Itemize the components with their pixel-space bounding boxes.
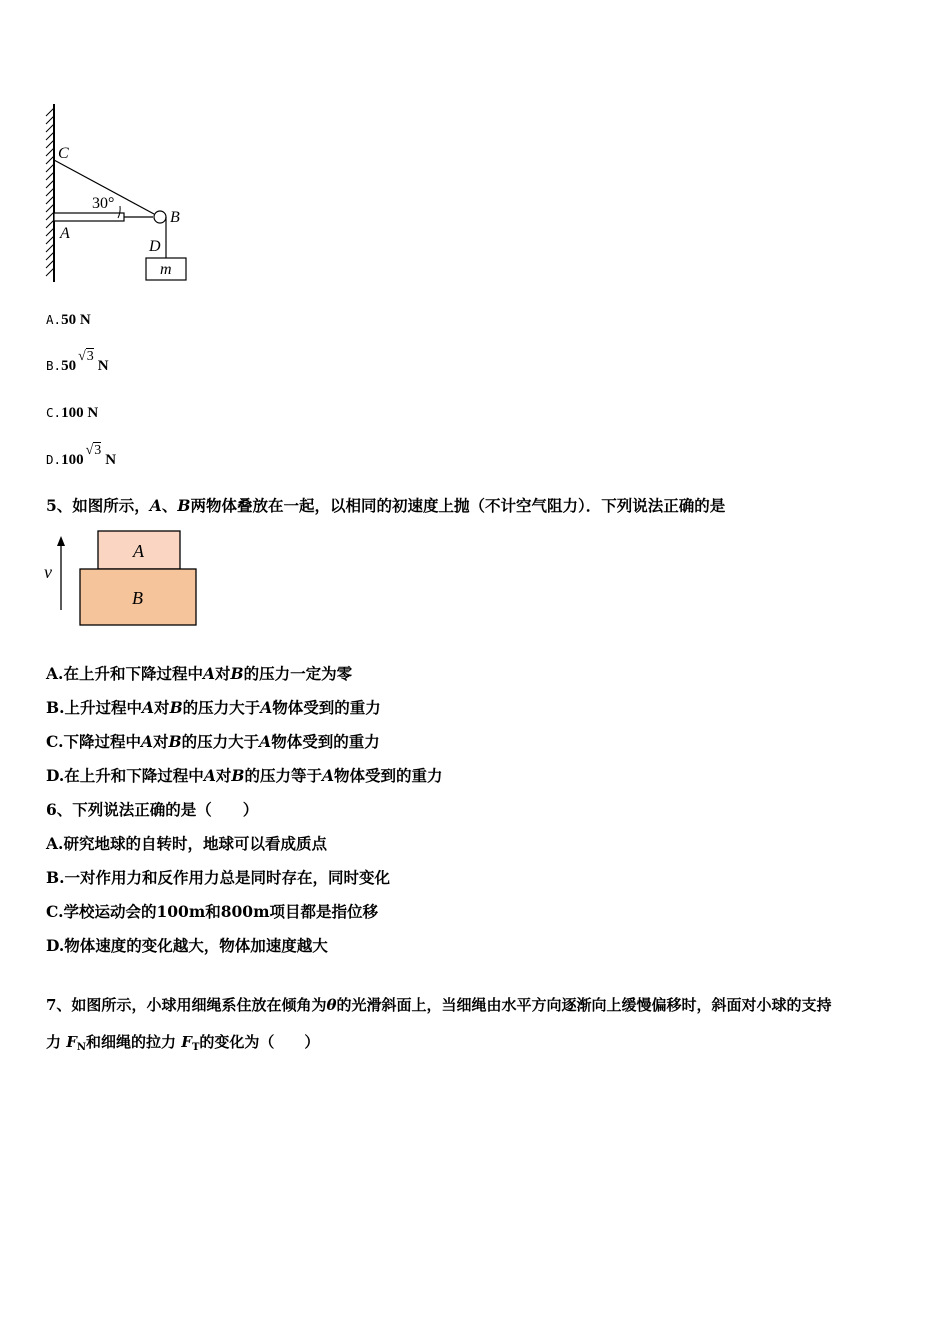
- sqrt-symbol: √3: [85, 443, 102, 458]
- velocity-label: v: [44, 562, 52, 582]
- q5-option-b[interactable]: B.上升过程中A对B的压力大于A物体受到的重力: [46, 698, 381, 717]
- sqrt-symbol: √3: [78, 349, 94, 364]
- q6-option-b[interactable]: B.一对作用力和反作用力总是同时存在，同时变化: [46, 868, 391, 887]
- label-d: D: [149, 238, 161, 255]
- q7-stem-line1: 7、如图所示，小球用细绳系住放在倾角为θ的光滑斜面上，当细绳由水平方向逐渐向上缓慢偏移时，斜面对小球的支持: [46, 996, 832, 1014]
- q4-option-c[interactable]: C.100 N: [46, 405, 99, 421]
- q4-option-a[interactable]: A.50 N: [46, 312, 91, 328]
- wall-rod-pulley-figure: [40, 100, 200, 290]
- wall-hatching: [46, 108, 54, 276]
- angle-label: 30°: [92, 195, 115, 212]
- label-a: A: [60, 225, 70, 242]
- q5-option-a[interactable]: A.在上升和下降过程中A对B的压力一定为零: [46, 664, 353, 683]
- label-c: C: [58, 145, 69, 162]
- q7-stem-line2: 力 $F_N$和细绳的拉力 $F_T$的变化为（ ）: [46, 1033, 320, 1053]
- arrow-head: [57, 536, 65, 546]
- q4-option-b[interactable]: B.50√3N: [46, 349, 109, 374]
- label-m: m: [160, 261, 172, 278]
- stacked-blocks-figure: [40, 526, 210, 632]
- q6-option-c[interactable]: C.学校运动会的100m和800m项目都是指位移: [46, 902, 378, 921]
- pulley-b: [154, 211, 166, 223]
- block-a-label: A: [133, 541, 144, 561]
- q5-option-d[interactable]: D.在上升和下降过程中A对B的压力等于A物体受到的重力: [46, 766, 443, 785]
- q5-stem: 5、如图所示，A、B两物体叠放在一起，以相同的初速度上抛（不计空气阻力）．下列说法正确的是: [46, 496, 726, 515]
- label-b: B: [170, 209, 180, 226]
- q6-option-d[interactable]: D.物体速度的变化越大，物体加速度越大: [46, 936, 328, 955]
- block-b-label: B: [132, 588, 143, 608]
- q6-option-a[interactable]: A.研究地球的自转时，地球可以看成质点: [46, 834, 327, 853]
- q5-option-c[interactable]: C.下降过程中A对B的压力大于A物体受到的重力: [46, 732, 380, 751]
- rod-ab: [54, 213, 124, 221]
- q6-stem: 6、下列说法正确的是（ ）: [46, 800, 259, 819]
- q4-option-d[interactable]: D.100√3N: [46, 443, 117, 468]
